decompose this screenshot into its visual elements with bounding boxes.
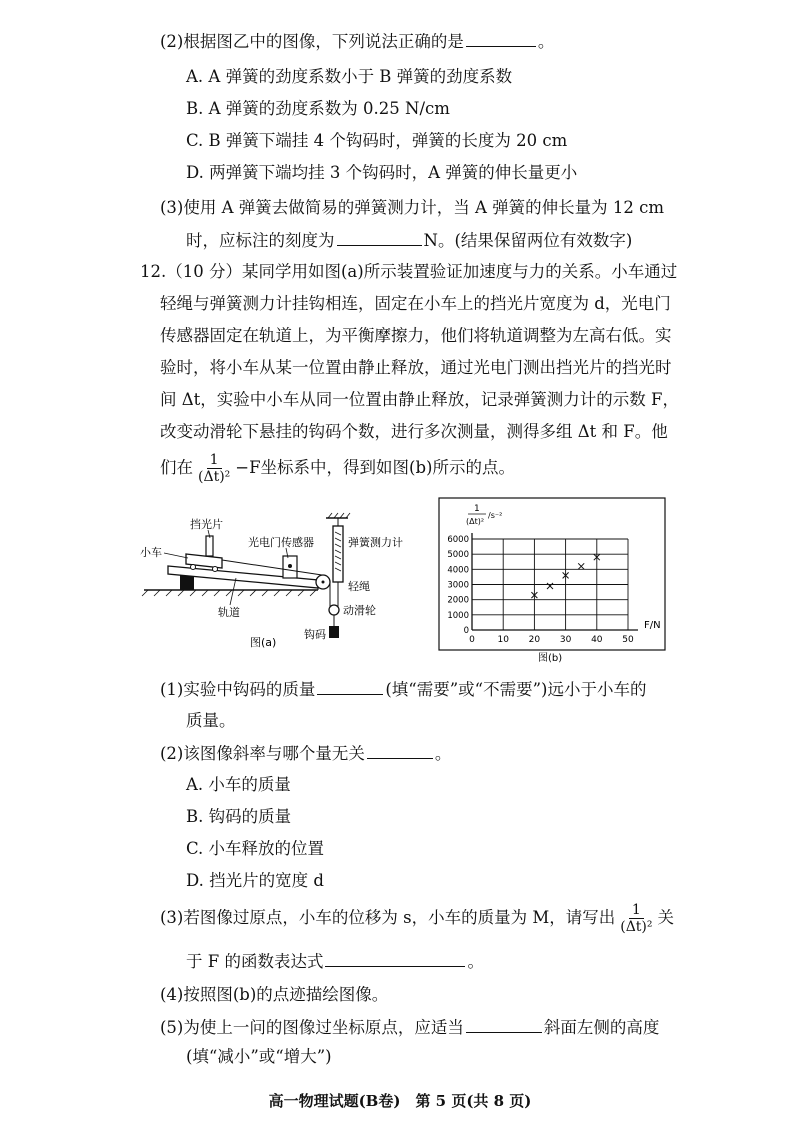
q12-stem-last-line	[160, 450, 515, 486]
q11-option-d: D. 两弹簧下端均挂 3 个钩码时，A 弹簧的伸长量更小	[186, 163, 578, 182]
ground-hatching	[142, 590, 316, 596]
cart-wheel	[191, 565, 196, 570]
fraction-numerator: 1	[207, 452, 222, 469]
q12-part3-line1	[160, 900, 674, 936]
q12-stem-line: 传感器固定在轨道上，为平衡摩擦力，他们将轨道调整为左高右低。实	[160, 326, 672, 345]
fraction-denominator: (Δt)²	[198, 469, 231, 485]
q11-option-c: C. B 弹簧下端挂 4 个钩码时，弹簧的长度为 20 cm	[186, 131, 568, 150]
q12-part5-line2: (填“减小”或“增大”)	[186, 1047, 332, 1066]
q12-part5-line1	[160, 1016, 659, 1039]
x-axis-label: F/N	[644, 620, 661, 631]
q12-stem-line: 改变动滑轮下悬挂的钩码个数，进行多次测量，测得多组 Δt 和 F。他	[160, 422, 668, 441]
label-cart: 小车	[140, 546, 162, 559]
q12-stem-line: 12.（10 分）某同学用如图(a)所示装置验证加速度与力的关系。小车通过	[140, 262, 678, 281]
figure-b-scatter-chart	[438, 497, 666, 665]
x-tick-label: 50	[622, 635, 634, 645]
q12-stem-text: 们在	[160, 458, 193, 477]
label-shading-flag: 挡光片	[190, 518, 223, 531]
y-tick-label: 3000	[447, 580, 469, 591]
q11-part2-stem	[160, 30, 554, 53]
label-photogate: 光电门传感器	[248, 536, 314, 549]
x-tick-label: 20	[528, 635, 541, 645]
page-footer: 高一物理试题(B卷) 第 5 页(共 8 页)	[268, 1092, 532, 1110]
q11-part2-text: (2)根据图乙中的图像，下列说法正确的是	[160, 32, 464, 51]
y-axis-label-unit: /s⁻²	[488, 511, 503, 520]
answer-blank[interactable]	[317, 678, 383, 695]
q12-part3-text-2: 于 F 的函数表达式	[186, 952, 324, 971]
label-hooked-weights: 钩码	[304, 628, 326, 641]
y-tick-label: 1000	[447, 610, 469, 621]
figure-a-apparatus-diagram	[138, 510, 428, 655]
q11-part3-line2	[186, 229, 632, 252]
fraction-numerator: 1	[629, 902, 644, 919]
fraction-one-over-dt-squared	[618, 902, 654, 935]
q12-part5-text: (5)为使上一问的图像过坐标原点，应适当	[160, 1018, 464, 1037]
q11-option-b: B. A 弹簧的劲度系数为 0.25 N/cm	[186, 99, 450, 118]
q12-stem-line: 间 Δt，实验中小车从同一位置由静止释放，记录弹簧测力计的示数 F，	[160, 390, 679, 409]
cart-wheel	[213, 567, 218, 572]
q12-option-a: A. 小车的质量	[186, 775, 291, 794]
q12-part2-text: (2)该图像斜率与哪个量无关	[160, 744, 365, 763]
q12-part3-end: 。	[467, 952, 484, 971]
q11-part3-text: 时，应标注的刻度为	[186, 231, 335, 250]
q12-part2-stem	[160, 742, 451, 765]
figure-b-caption: 图(b)	[538, 653, 563, 664]
q12-stem-line: 轻绳与弹簧测力计挂钩相连，固定在小车上的挡光片宽度为 d，光电门	[160, 294, 671, 313]
q12-option-c: C. 小车释放的位置	[186, 839, 325, 858]
answer-blank[interactable]	[466, 1016, 542, 1033]
q12-part3-text-end: 关	[657, 908, 675, 927]
q12-part1-line1	[160, 678, 647, 701]
q12-option-d: D. 挡光片的宽度 d	[186, 871, 324, 890]
fraction-denominator: (Δt)²	[620, 919, 653, 935]
fraction-one-over-dt-squared	[196, 452, 232, 485]
y-axis-label-numerator: 1	[474, 504, 480, 514]
q12-part4: (4)按照图(b)的点迹描绘图像。	[160, 985, 389, 1004]
q12-option-b: B. 钩码的质量	[186, 807, 292, 826]
y-axis-label-denominator: (Δt)²	[466, 517, 485, 526]
q12-part3-text: (3)若图像过原点，小车的位移为 s，小车的质量为 M，请写出	[160, 908, 616, 927]
label-light-rope: 轻绳	[348, 580, 370, 593]
shading-flag	[206, 536, 213, 556]
photogate-lens	[288, 564, 292, 568]
q11-option-a: A. A 弹簧的劲度系数小于 B 弹簧的劲度系数	[186, 67, 513, 86]
q12-stem-text-end: −F坐标系中，得到如图(b)所示的点。	[235, 458, 515, 477]
label-track: 轨道	[218, 606, 240, 619]
answer-blank[interactable]	[325, 950, 465, 967]
label-spring-scale: 弹簧测力计	[348, 536, 403, 549]
hooked-weights	[329, 626, 339, 638]
x-tick-label: 10	[497, 635, 509, 645]
movable-pulley	[329, 605, 339, 615]
q12-part2-end: 。	[434, 744, 452, 763]
figure-a-caption: 图(a)	[250, 636, 277, 649]
spring-scale-body	[333, 526, 343, 582]
x-tick-label: 30	[559, 635, 572, 645]
x-tick-label: 40	[591, 635, 603, 645]
label-movable-pulley: 动滑轮	[343, 604, 376, 617]
q12-part1-text-mid: (填“需要”或“不需要”)远小于小车的	[385, 680, 647, 699]
y-tick-label: 5000	[447, 550, 469, 561]
q12-stem-line: 验时，将小车从某一位置由静止释放，通过光电门测出挡光片的挡光时	[160, 358, 672, 377]
q11-part2-end: 。	[537, 32, 555, 51]
q12-part1-text: (1)实验中钩码的质量	[160, 680, 316, 699]
y-tick-label: 0	[463, 626, 469, 636]
x-tick-label: 0	[469, 635, 475, 645]
answer-blank[interactable]	[466, 30, 536, 47]
y-tick-label: 4000	[447, 565, 469, 576]
y-tick-label: 6000	[447, 535, 469, 545]
answer-blank[interactable]	[367, 742, 433, 759]
q11-part3-text-end: N。(结果保留两位有效数字)	[423, 231, 633, 250]
q12-part3-line2	[186, 950, 484, 973]
answer-blank[interactable]	[337, 229, 422, 246]
q12-part1-line2: 质量。	[186, 711, 236, 730]
y-tick-label: 2000	[447, 595, 469, 606]
q11-part3-line1: (3)使用 A 弹簧去做简易的弹簧测力计，当 A 弹簧的伸长量为 12 cm	[160, 198, 665, 217]
q12-part5-text-mid: 斜面左侧的高度	[543, 1018, 660, 1037]
